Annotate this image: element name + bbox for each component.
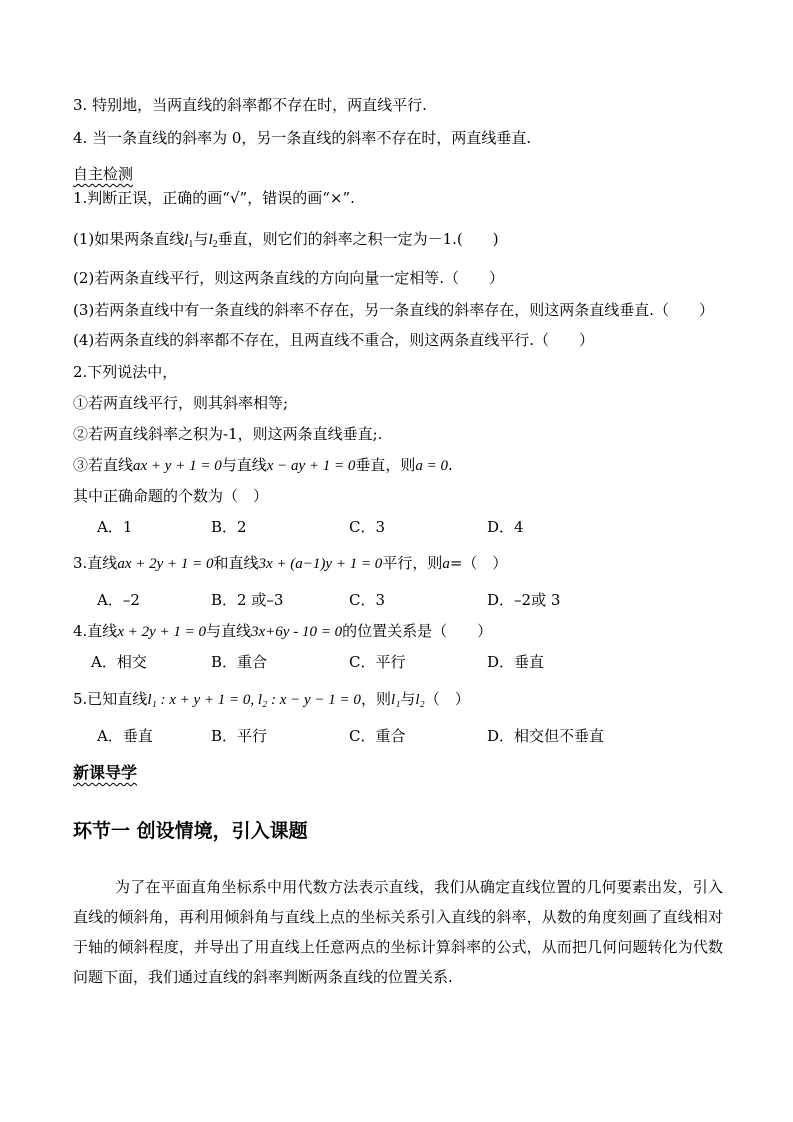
option-d: D．相交但不垂直 bbox=[487, 727, 605, 745]
option-a: A．1 bbox=[97, 518, 133, 536]
option-d: D．4 bbox=[487, 518, 524, 536]
equation: ax + y + 1 = 0 bbox=[133, 458, 222, 474]
option-b: B．平行 bbox=[211, 727, 268, 745]
equation: a = 0 bbox=[415, 458, 449, 474]
self-check-heading: 自主检测 bbox=[73, 165, 134, 183]
q3-stem: 3.直线ax + 2y + 1 = 0和直线3x + (a−1)y + 1 = 0平行，则a=（ ） bbox=[73, 554, 508, 572]
equation: a bbox=[442, 556, 450, 572]
equation: x − ay + 1 = 0 bbox=[266, 458, 356, 474]
option-c: C．3 bbox=[349, 518, 386, 536]
q1-stem: 1.判断正误，正确的画“√”，错误的画“×”. bbox=[73, 189, 355, 207]
equation: 3x+6y - 10 = 0 bbox=[251, 624, 343, 640]
equation: l₁ : x + y + 1 = 0, l₂ : x − y − 1 = 0 bbox=[147, 692, 361, 708]
q3-options bbox=[97, 590, 717, 610]
q2-proposition-3: ③若直线ax + y + 1 = 0与直线x − ay + 1 = 0垂直，则a = 0. bbox=[73, 456, 453, 474]
option-d: D．垂直 bbox=[487, 653, 545, 671]
q5-stem: 5.已知直线l₁ : x + y + 1 = 0, l₂ : x − y − 1 = 0，则l₁与l₂（ ） bbox=[73, 690, 470, 708]
q2-proposition-2: ②若两直线斜率之积为-1，则这两条直线垂直;. bbox=[73, 425, 383, 443]
option-b: B．重合 bbox=[211, 653, 268, 671]
option-b: B．2 或–3 bbox=[211, 591, 284, 609]
q2-proposition-1: ①若两直线平行，则其斜率相等; bbox=[73, 394, 289, 412]
option-c: C．平行 bbox=[349, 653, 406, 671]
option-d: D．–2或 3 bbox=[487, 591, 561, 609]
intro-paragraph: 为了在平面直角坐标系中用代数方法表示直线，我们从确定直线位置的几何要素出发，引入直线的倾斜角，再利用倾斜角与直线上点的坐标关系引入直线的斜率，从数的角度刻画了直线相对于轴的倾斜程度，并导出了用直线上任意两点的坐标计算斜率的公式，从而把几何问题转化为代数问题下面，我们通过直线的斜率判断两条直线的位置关系. bbox=[73, 878, 723, 986]
option-b: B．2 bbox=[211, 518, 247, 536]
new-lesson-heading: 新课导学 bbox=[73, 763, 138, 782]
q4-stem: 4.直线x + 2y + 1 = 0与直线3x+6y - 10 = 0的位置关系是（ ） bbox=[73, 622, 493, 640]
q2-stem: 2.下列说法中， bbox=[73, 363, 178, 381]
equation: x + 2y + 1 = 0 bbox=[117, 624, 206, 640]
q1-item-4: (4)若两条直线的斜率都不存在，且两直线不重合，则这两条直线平行.（ ） bbox=[73, 331, 595, 349]
equation: 3x + (a−1)y + 1 = 0 bbox=[258, 556, 383, 572]
q2-options bbox=[97, 517, 717, 537]
option-a: A．–2 bbox=[97, 591, 140, 609]
q1-item-2: (2)若两条直线平行，则这两条直线的方向向量一定相等.（ ） bbox=[73, 269, 505, 287]
q2-ask: 其中正确命题的个数为（ ） bbox=[73, 487, 269, 505]
q4-options bbox=[91, 652, 717, 672]
q1-item-3: (3)若两条直线中有一条直线的斜率不存在，另一条直线的斜率存在，则这两条直线垂直.（ ） bbox=[73, 301, 715, 319]
section-title: 环节一 创设情境，引入课题 bbox=[73, 820, 308, 842]
equation: ax + 2y + 1 = 0 bbox=[117, 556, 214, 572]
option-c: C．3 bbox=[349, 591, 386, 609]
option-c: C．重合 bbox=[349, 727, 406, 745]
option-a: A．垂直 bbox=[97, 727, 153, 745]
rule-4: 4. 当一条直线的斜率为 0，另一条直线的斜率不存在时，两直线垂直. bbox=[73, 129, 532, 147]
q5-options bbox=[97, 726, 717, 746]
rule-3: 3. 特别地，当两直线的斜率都不存在时，两直线平行. bbox=[73, 96, 427, 114]
q1-item-1: (1)如果两条直线$l_1$与$l_2$垂直，则它们的斜率之积一定为－1.( ) bbox=[73, 230, 499, 250]
option-a: A．相交 bbox=[91, 653, 147, 671]
